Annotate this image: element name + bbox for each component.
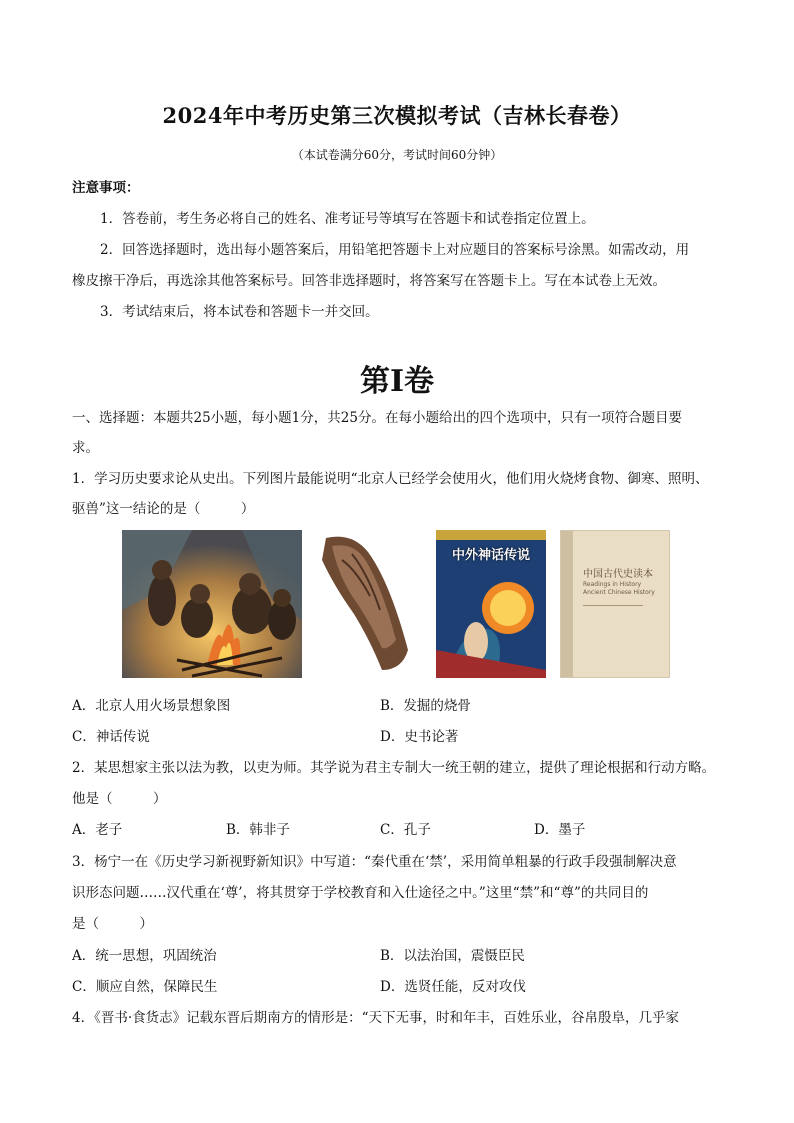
book-rule bbox=[583, 605, 643, 606]
q4-stem-line-1: 4．《晋书·食货志》记载东晋后期南方的情形是：“天下无事，时和年丰，百姓乐业，谷帛殷阜，几乎家 bbox=[72, 1010, 680, 1026]
q2-option-b: B．韩非子 bbox=[226, 822, 290, 838]
q1-option-a: A．北京人用火场景想象图 bbox=[72, 698, 231, 714]
q2-option-d: D．墨子 bbox=[534, 822, 586, 838]
burnt-bone-image bbox=[312, 530, 412, 678]
history-book-english-title: Readings in History Ancient Chinese History bbox=[583, 581, 655, 596]
history-book-title: 中国古代史读本 bbox=[583, 569, 653, 580]
q3-option-c: C．顺应自然，保障民生 bbox=[72, 979, 218, 995]
book-spine bbox=[561, 531, 573, 678]
notice-item-2-line-2: 橡皮擦干净后，再选涂其他答案标号。回答非选择题时，将答案写在答题卡上。写在本试卷上无效。 bbox=[72, 273, 666, 289]
burnt-bone-illustration bbox=[312, 530, 412, 678]
q1-option-b: B．发掘的烧骨 bbox=[380, 698, 471, 714]
q1-option-d: D．史书论著 bbox=[380, 729, 459, 745]
q3-option-d: D．选贤任能，反对攻伐 bbox=[380, 979, 526, 995]
q2-option-a: A．老子 bbox=[72, 822, 123, 838]
q1-option-c: C．神话传说 bbox=[72, 729, 150, 745]
section-title: 第Ⅰ卷 bbox=[359, 364, 435, 399]
peking-man-fire-illustration bbox=[122, 530, 302, 678]
q2-stem-line-1: 2．某思想家主张以法为教，以吏为师。其学说为君主专制大一统王朝的建立，提供了理论根据和行动方略。 bbox=[72, 760, 716, 776]
q3-stem-line-2: 识形态问题……汉代重在‘尊’，将其贯穿于学校教育和入仕途径之中。”这里“禁”和“尊”的共同目的 bbox=[72, 885, 649, 901]
instructions-line-2: 求。 bbox=[72, 440, 99, 456]
q1-stem-line-2: 驱兽”这一结论的是（ ） bbox=[72, 501, 255, 517]
notice-heading: 注意事项： bbox=[72, 180, 140, 196]
instructions-line-1: 一、选择题：本题共25小题，每小题1分，共25分。在每小题给出的四个选项中，只有一项符合题目要 bbox=[72, 410, 682, 426]
exam-subtitle: （本试卷满分60分，考试时间60分钟） bbox=[291, 148, 503, 162]
q3-option-a: A．统一思想，巩固统治 bbox=[72, 948, 217, 964]
q3-option-b: B．以法治国，震慑臣民 bbox=[380, 948, 525, 964]
peking-man-fire-image bbox=[122, 530, 302, 678]
q3-stem-line-1: 3．杨宁一在《历史学习新视野新知识》中写道：“秦代重在‘禁’，采用简单粗暴的行政手段强制解决意 bbox=[72, 854, 677, 870]
q2-stem-line-2: 他是（ ） bbox=[72, 791, 167, 807]
notice-item-1: 1．答卷前，考生务必将自己的姓名、准考证号等填写在答题卡和试卷指定位置上。 bbox=[100, 211, 595, 227]
notice-item-2-line-1: 2．回答选择题时，选出每小题答案后，用铅笔把答题卡上对应题目的答案标号涂黑。如需改动，用 bbox=[100, 242, 690, 258]
exam-title: 2024年中考历史第三次模拟考试（吉林长春卷） bbox=[162, 103, 632, 128]
q2-option-c: C．孔子 bbox=[380, 822, 431, 838]
q1-stem-line-1: 1．学习历史要求论从史出。下列图片最能说明“北京人已经学会使用火，他们用火烧烤食物、御寒、照明、 bbox=[72, 471, 709, 487]
notice-item-3: 3．考试结束后，将本试卷和答题卡一并交回。 bbox=[100, 304, 379, 320]
myth-book-title: 中外神话传说 bbox=[451, 548, 530, 563]
history-book-image bbox=[560, 530, 670, 678]
q3-stem-line-3: 是（ ） bbox=[72, 916, 153, 932]
myth-book-image bbox=[436, 530, 546, 678]
